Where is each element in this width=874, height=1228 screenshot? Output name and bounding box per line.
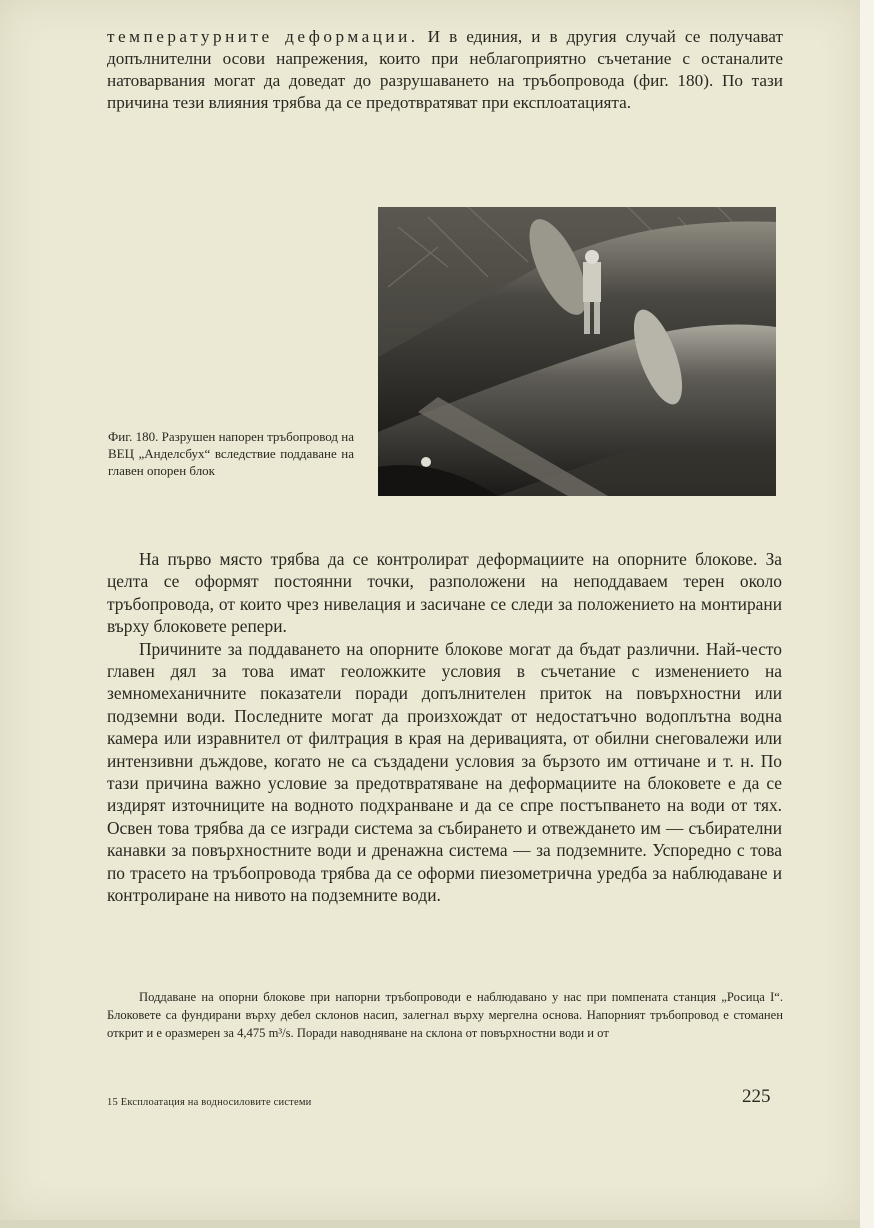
page-edge xyxy=(860,0,874,1228)
paragraph-1: На първо място трябва да се контролират деформациите на опорните блокове. За целта се оформят постоянни точки, разположени на неподдаваем терен около тръбопровода, от които чрез нивелация и засичане се следи за положението на монтирани върху блоковете репери. xyxy=(107,549,782,637)
pipeline-photo xyxy=(378,207,776,496)
top-paragraph xyxy=(107,26,783,114)
page-number: 225 xyxy=(742,1086,771,1107)
footer-signature: 15 Експлоатация на водносиловите системи xyxy=(107,1097,312,1108)
main-text xyxy=(107,548,782,907)
figure-caption: Фиг. 180. Разрушен напорен тръбопровод на ВЕЦ „Анделсбух“ вследствие поддаване на главен опорен блок xyxy=(108,429,354,478)
paragraph-2: Причините за поддаването на опорните блокове могат да бъдат различни. Най-често главен дял за това имат геоложките условия в съчетание с изменението на земномеханичните показатели поради допълнителен приток на повърхностни или подземни води. Последните могат да произхождат от недостатъчно водоплътна водна камера или изравнител от филтрация в края на деривацията, от обилни снеговалежи или интензивни дъждове, когато не са създадени условия за бързото им оттичане и т. н. По тази причина важно условие за предотвратяване на деформациите на блоковете е да се издирят източниците на водното подхранване и да се спре постъпването на води от тях. Освен това трябва да се изгради система за събирането и отвеждането им — събирателни канавки за повърхностните води и дренажна система — за подземните. Успоредно с това по трасето на тръбопровода трябва да се оформи пиезометрична уредба за наблюдаване и контролиране на нивото на подземните води. xyxy=(107,638,782,906)
pipeline-photo-image xyxy=(378,207,776,496)
small-print-section xyxy=(107,988,783,1042)
spaced-lead-words: температурните деформации. xyxy=(107,27,419,46)
small-paragraph: Поддаване на опорни блокове при напорни тръбопроводи е наблюдавано у нас при помпената станция „Росица I“. Блоковете са фундирани върху дебел склонов насип, залегнал върху мергелна основа. Напорният тръбопровод е стоманен открит и е оразмерен за 4,475 m³/s. Поради наводняване на склона от повърхностни води и от xyxy=(107,990,783,1040)
top-paragraph-text: И в единия, и в другия случай се получават допълнителни осови напрежения, които при неблагоприятно съчетание с останалите натоварвания могат да доведат до разрушаването на тръбопровода (фиг. 180). По тази причина тези влияния трябва да се предотвратяват при експлоатацията. xyxy=(107,27,783,112)
